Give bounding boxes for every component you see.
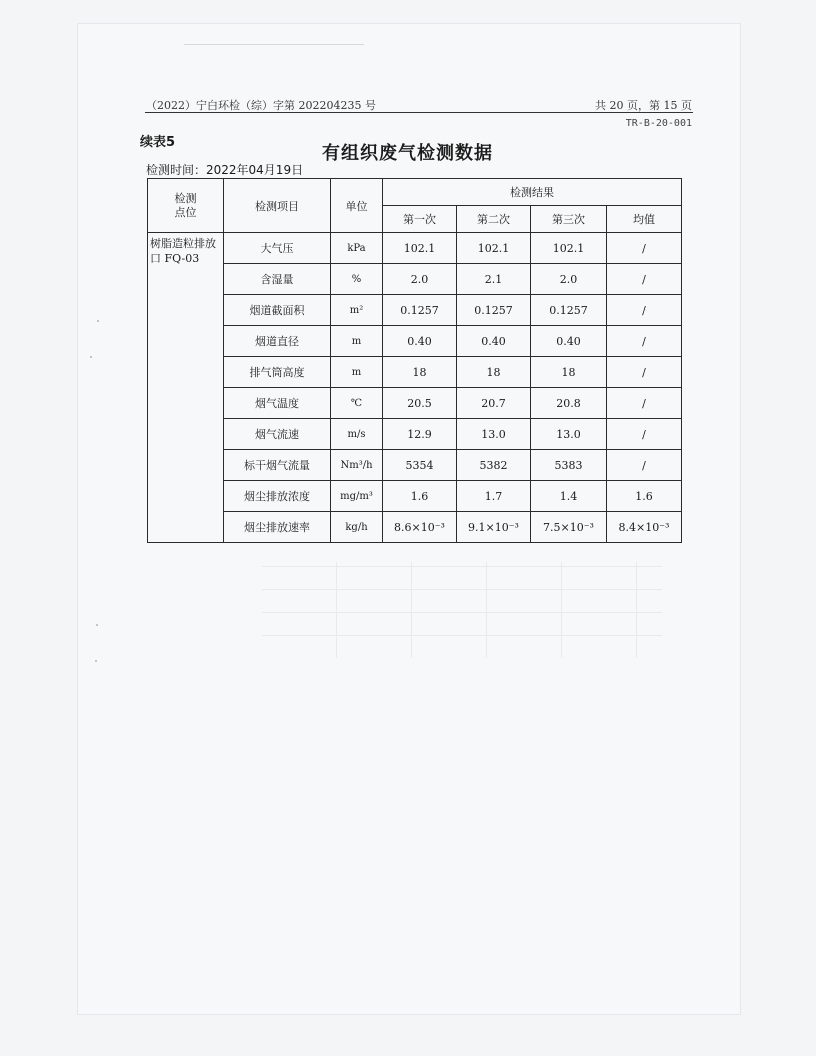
run3-value-cell: 0.40 [531,326,607,357]
emission-data-table [147,178,682,543]
run2-value-cell: 9.1×10⁻³ [457,512,531,543]
form-code: TR-B-20-001 [625,118,692,129]
run1-value-cell: 102.1 [383,233,457,264]
item-cell: 烟气温度 [224,388,331,419]
run3-value-cell: 102.1 [531,233,607,264]
document-reference: （2022）宁白环检（综）字第 202204235 号 [146,99,376,112]
mean-value-cell: 8.4×10⁻³ [607,512,682,543]
header-unit: 单位 [331,179,383,233]
run1-value-cell: 20.5 [383,388,457,419]
item-cell: 烟气流速 [224,419,331,450]
mean-value-cell: / [607,357,682,388]
table-row [148,264,682,295]
mean-value-cell: / [607,295,682,326]
table-row [148,357,682,388]
run2-value-cell: 5382 [457,450,531,481]
header-rule [145,112,693,113]
run1-value-cell: 8.6×10⁻³ [383,512,457,543]
run1-value-cell: 5354 [383,450,457,481]
table-row [148,512,682,543]
item-cell: 烟道截面积 [224,295,331,326]
mean-value-cell: / [607,233,682,264]
table-row [148,388,682,419]
run3-value-cell: 0.1257 [531,295,607,326]
bleed-through-table [262,562,662,658]
item-cell: 烟尘排放速率 [224,512,331,543]
unit-cell: mg/m³ [331,481,383,512]
run2-value-cell: 20.7 [457,388,531,419]
item-cell: 标干烟气流量 [224,450,331,481]
unit-cell: kPa [331,233,383,264]
detection-date: 检测时间：2022年04月19日 [146,163,304,177]
header-item: 检测项目 [224,179,331,233]
header-run2: 第二次 [457,206,531,233]
run3-value-cell: 18 [531,357,607,388]
table-row [148,326,682,357]
paper-speck [90,356,92,358]
run1-value-cell: 18 [383,357,457,388]
item-cell: 含湿量 [224,264,331,295]
run1-value-cell: 0.40 [383,326,457,357]
run2-value-cell: 0.1257 [457,295,531,326]
unit-cell: ℃ [331,388,383,419]
paper-speck [96,624,98,626]
bleed-through-line [184,44,364,45]
mean-value-cell: / [607,264,682,295]
table-row [148,233,682,264]
mean-value-cell: / [607,450,682,481]
run1-value-cell: 0.1257 [383,295,457,326]
unit-cell: m/s [331,419,383,450]
table-number: 续表5 [140,135,176,150]
item-cell: 大气压 [224,233,331,264]
unit-cell: kg/h [331,512,383,543]
unit-cell: m [331,357,383,388]
header-run3: 第三次 [531,206,607,233]
paper-speck [95,660,97,662]
run1-value-cell: 2.0 [383,264,457,295]
run2-value-cell: 102.1 [457,233,531,264]
run3-value-cell: 2.0 [531,264,607,295]
run2-value-cell: 2.1 [457,264,531,295]
page-indicator: 共 20 页，第 15 页 [595,99,692,112]
unit-cell: Nm³/h [331,450,383,481]
run3-value-cell: 1.4 [531,481,607,512]
run2-value-cell: 0.40 [457,326,531,357]
run3-value-cell: 13.0 [531,419,607,450]
item-cell: 排气筒高度 [224,357,331,388]
mean-value-cell: / [607,388,682,419]
site-name-cell: 树脂造粒排放口 FQ-03 [148,233,224,543]
mean-value-cell: 1.6 [607,481,682,512]
table-row [148,450,682,481]
paper-speck [97,320,99,322]
header-run1: 第一次 [383,206,457,233]
run3-value-cell: 7.5×10⁻³ [531,512,607,543]
run2-value-cell: 1.7 [457,481,531,512]
run3-value-cell: 20.8 [531,388,607,419]
table-header-row [148,179,682,206]
run1-value-cell: 12.9 [383,419,457,450]
table-row [148,419,682,450]
run3-value-cell: 5383 [531,450,607,481]
run2-value-cell: 18 [457,357,531,388]
item-cell: 烟尘排放浓度 [224,481,331,512]
run2-value-cell: 13.0 [457,419,531,450]
header-mean: 均值 [607,206,682,233]
unit-cell: % [331,264,383,295]
mean-value-cell: / [607,419,682,450]
unit-cell: m² [331,295,383,326]
mean-value-cell: / [607,326,682,357]
item-cell: 烟道直径 [224,326,331,357]
run1-value-cell: 1.6 [383,481,457,512]
table-title: 有组织废气检测数据 [322,143,493,164]
header-results: 检测结果 [383,179,682,206]
unit-cell: m [331,326,383,357]
table-row [148,295,682,326]
table-row [148,481,682,512]
header-site: 检测 点位 [148,179,224,233]
